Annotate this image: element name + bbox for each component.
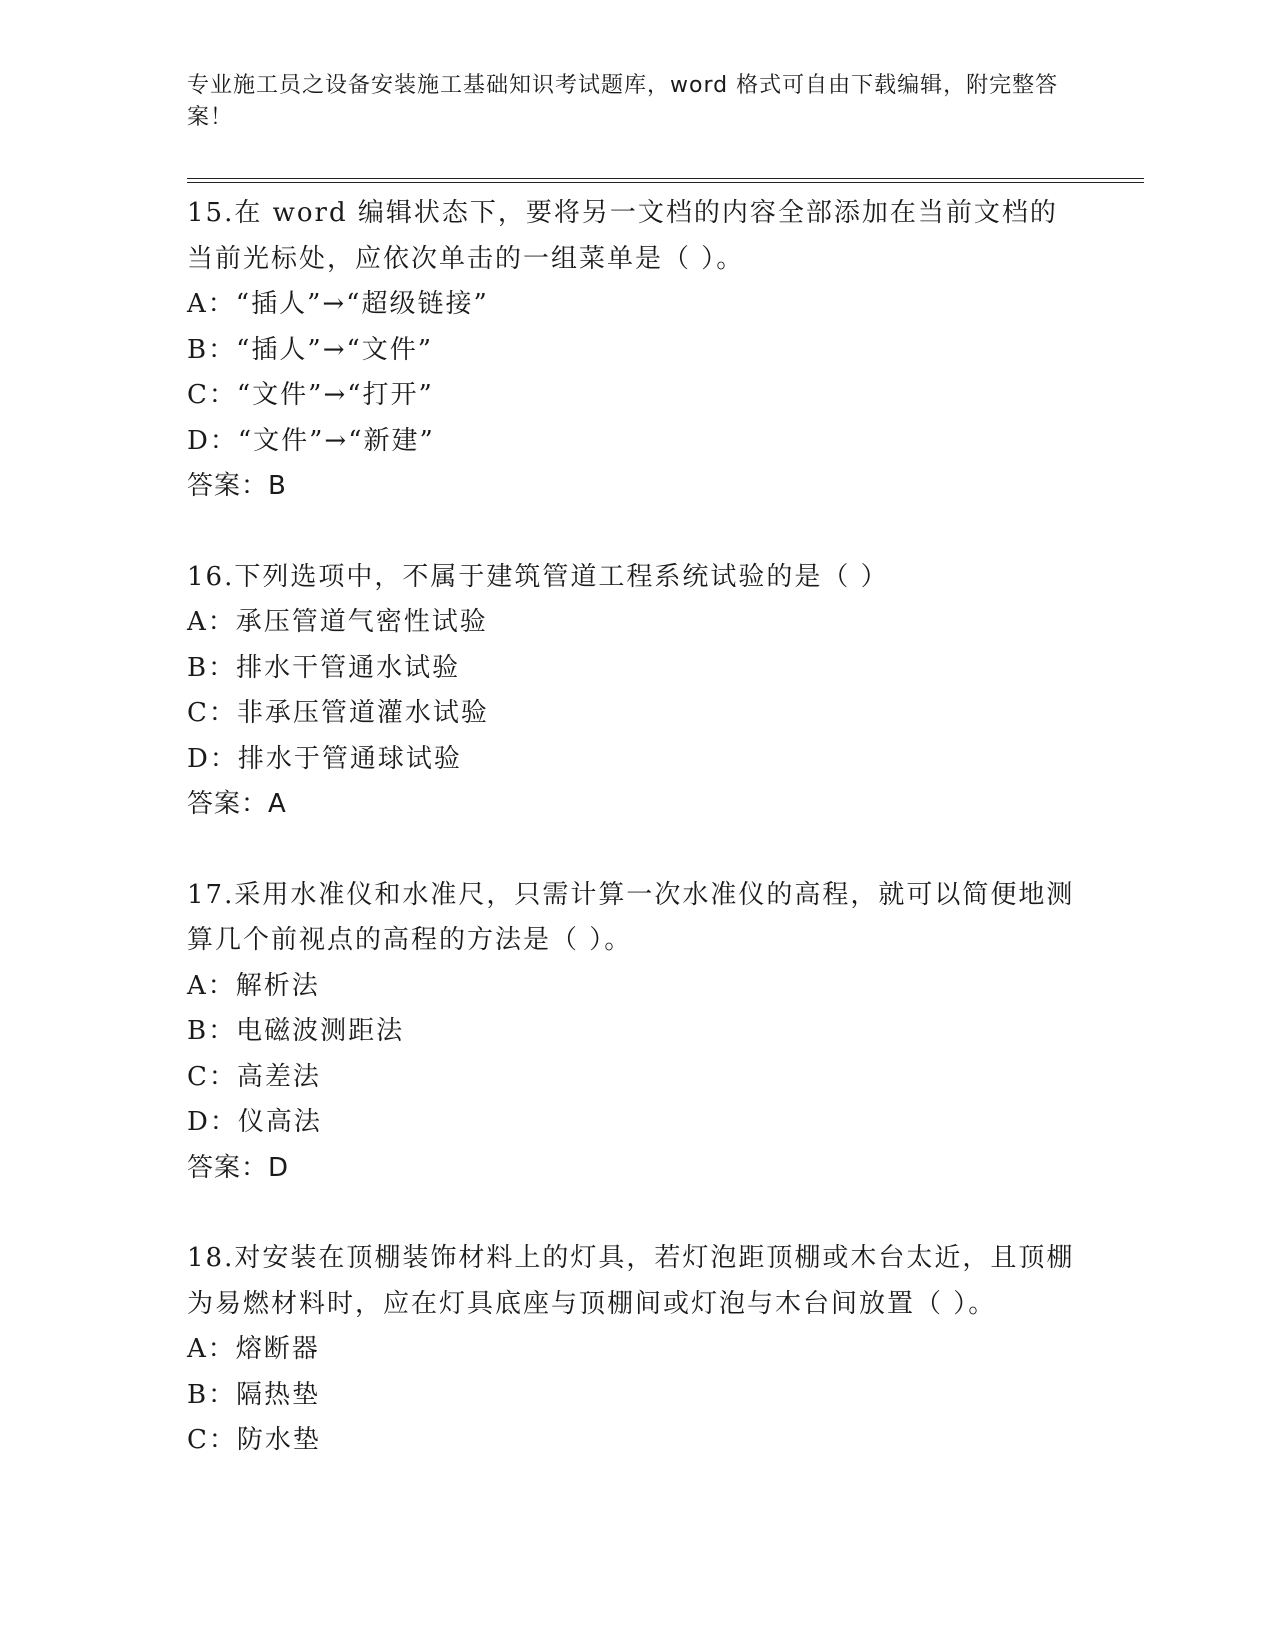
- option-b: B：电磁波测距法: [187, 1016, 405, 1046]
- question-stem: 16.下列选项中，不属于建筑管道工程系统试验的是（ ）: [187, 561, 889, 592]
- option-b: B：隔热垫: [187, 1379, 321, 1410]
- option-b: B：排水干管通水试验: [187, 652, 461, 683]
- option-a: A：“插人”→“超级链接”: [187, 289, 489, 319]
- option-c: C：“文件”→“打开”: [187, 380, 434, 410]
- option-a: A：解析法: [187, 970, 320, 1001]
- answer-label: 答案：B: [187, 471, 287, 501]
- option-d: D：排水于管通球试验: [187, 743, 462, 774]
- option-a: A：承压管道气密性试验: [187, 607, 488, 637]
- option-a: A：熔断器: [187, 1334, 320, 1364]
- option-d: D：“文件”→“新建”: [187, 425, 435, 456]
- document-header: [187, 70, 1067, 134]
- option-c: C：防水垫: [187, 1425, 321, 1455]
- option-d: D：仪高法: [187, 1107, 322, 1137]
- answer-label: 答案：D: [187, 1152, 290, 1183]
- question-17: [187, 873, 1077, 1192]
- question-stem: 18.对安装在顶棚装饰材料上的灯具，若灯泡距顶棚或木台太近，且顶棚为易燃材料时，应在灯具底座与顶棚间或灯泡与木台间放置（ ）。: [187, 1243, 1075, 1319]
- question-stem: 15.在 word 编辑状态下，要将另一文档的内容全部添加在当前文档的当前光标处，应依次单击的一组菜单是（ ）。: [187, 198, 1058, 274]
- option-b: B：“插人”→“文件”: [187, 334, 434, 365]
- question-list: [187, 191, 1077, 1509]
- answer-label: 答案：A: [187, 789, 287, 819]
- question-15: [187, 191, 1077, 510]
- header-text: 专业施工员之设备安装施工基础知识考试题库，word 格式可自由下载编辑，附完整答案！: [187, 73, 1059, 130]
- question-16: [187, 555, 1077, 828]
- question-stem: 17.采用水准仪和水准尺，只需计算一次水准仪的高程，就可以简便地测算几个前视点的高程的方法是（ ）。: [187, 879, 1075, 955]
- header-divider: [187, 178, 1144, 183]
- question-18: [187, 1236, 1077, 1464]
- option-c: C：高差法: [187, 1061, 321, 1092]
- option-c: C：非承压管道灌水试验: [187, 698, 489, 728]
